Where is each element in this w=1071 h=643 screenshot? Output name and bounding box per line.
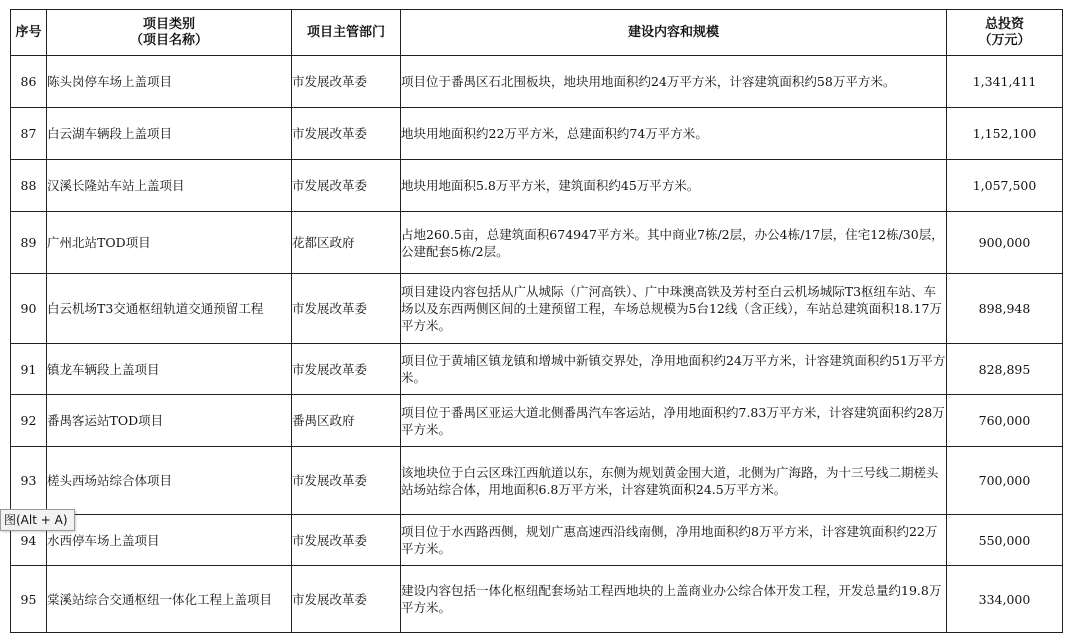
row-number: 88 [11,160,47,212]
row-number: 89 [11,212,47,274]
table-row [11,395,1063,447]
department: 花都区政府 [292,212,401,274]
project-name: 白云机场T3交通枢纽轨道交通预留工程 [47,274,292,344]
table-row [11,344,1063,395]
header-category [47,10,292,56]
department: 市发展改革委 [292,566,401,633]
header-investment-line2: （万元） [978,32,1031,48]
total-investment: 760,000 [947,395,1063,447]
total-investment: 1,152,100 [947,108,1063,160]
project-name: 番禺客运站TOD项目 [47,395,292,447]
total-investment: 700,000 [947,447,1063,515]
department: 市发展改革委 [292,447,401,515]
construction-content: 项目位于黄埔区镇龙镇和增城中新镇交界处，净用地面积约24万平方米，计容建筑面积约51万平方米。 [401,344,947,395]
department: 市发展改革委 [292,160,401,212]
header-row [11,10,1063,56]
row-number: 92 [11,395,47,447]
project-name: 镇龙车辆段上盖项目 [47,344,292,395]
total-investment: 334,000 [947,566,1063,633]
table-row [11,566,1063,633]
row-number: 91 [11,344,47,395]
header-dept: 项目主管部门 [292,10,401,56]
row-number: 87 [11,108,47,160]
project-name: 白云湖车辆段上盖项目 [47,108,292,160]
construction-content: 地块用地面积5.8万平方米，建筑面积约45万平方米。 [401,160,947,212]
department: 市发展改革委 [292,56,401,108]
total-investment: 900,000 [947,212,1063,274]
project-name: 广州北站TOD项目 [47,212,292,274]
table-row [11,108,1063,160]
row-number: 94 [11,515,47,566]
construction-content: 占地260.5亩，总建筑面积674947平方米。其中商业7栋/2层，办公4栋/17层，住宅12栋/30层，公建配套5栋/2层。 [401,212,947,274]
project-name: 汉溪长隆站车站上盖项目 [47,160,292,212]
total-investment: 1,341,411 [947,56,1063,108]
department: 市发展改革委 [292,515,401,566]
project-table [10,9,1063,633]
row-number: 86 [11,56,47,108]
total-investment: 898,948 [947,274,1063,344]
row-number: 95 [11,566,47,633]
table-row [11,447,1063,515]
construction-content: 地块用地面积约22万平方米，总建面积约74万平方米。 [401,108,947,160]
header-investment-line1: 总投资 [984,16,1024,32]
department: 市发展改革委 [292,108,401,160]
construction-content: 项目位于番禺区亚运大道北侧番禺汽车客运站，净用地面积约7.83万平方米，计容建筑面积约28万平方米。 [401,395,947,447]
project-name: 棠溪站综合交通枢纽一体化工程上盖项目 [47,566,292,633]
table-row [11,160,1063,212]
header-investment [947,10,1063,56]
department: 市发展改革委 [292,274,401,344]
table-row [11,515,1063,566]
table-row [11,56,1063,108]
construction-content: 项目建设内容包括从广从城际（广河高铁）、广中珠澳高铁及芳村至白云机场城际T3枢纽车站、车场以及东西两侧区间的土建预留工程，车场总规模为5台12线（含正线），车站总建筑面积18.17万平方米。 [401,274,947,344]
project-name: 槎头西场站综合体项目 [47,447,292,515]
row-number: 93 [11,447,47,515]
header-category-line2: （项目名称） [129,32,208,48]
total-investment: 828,895 [947,344,1063,395]
table-row [11,212,1063,274]
row-number: 90 [11,274,47,344]
total-investment: 1,057,500 [947,160,1063,212]
header-content: 建设内容和规模 [401,10,947,56]
department: 番禺区政府 [292,395,401,447]
construction-content: 项目位于水西路西侧，规划广惠高速西沿线南侧，净用地面积约8万平方米，计容建筑面积约22万平方米。 [401,515,947,566]
screenshot-shortcut-tooltip: 图(Alt + A) [0,509,75,531]
table-row [11,274,1063,344]
header-category-line1: 项目类别 [142,16,195,32]
total-investment: 550,000 [947,515,1063,566]
department: 市发展改革委 [292,344,401,395]
project-name: 水西停车场上盖项目 [47,515,292,566]
construction-content: 项目位于番禺区石北围板块，地块用地面积约24万平方米，计容建筑面积约58万平方米。 [401,56,947,108]
project-name: 陈头岗停车场上盖项目 [47,56,292,108]
header-no: 序号 [11,10,47,56]
construction-content: 建设内容包括一体化枢纽配套场站工程西地块的上盖商业办公综合体开发工程，开发总量约19.8万平方米。 [401,566,947,633]
construction-content: 该地块位于白云区珠江西航道以东，东侧为规划黄金围大道，北侧为广海路，为十三号线二期槎头站场站综合体，用地面积6.8万平方米，计容建筑面积24.5万平方米。 [401,447,947,515]
